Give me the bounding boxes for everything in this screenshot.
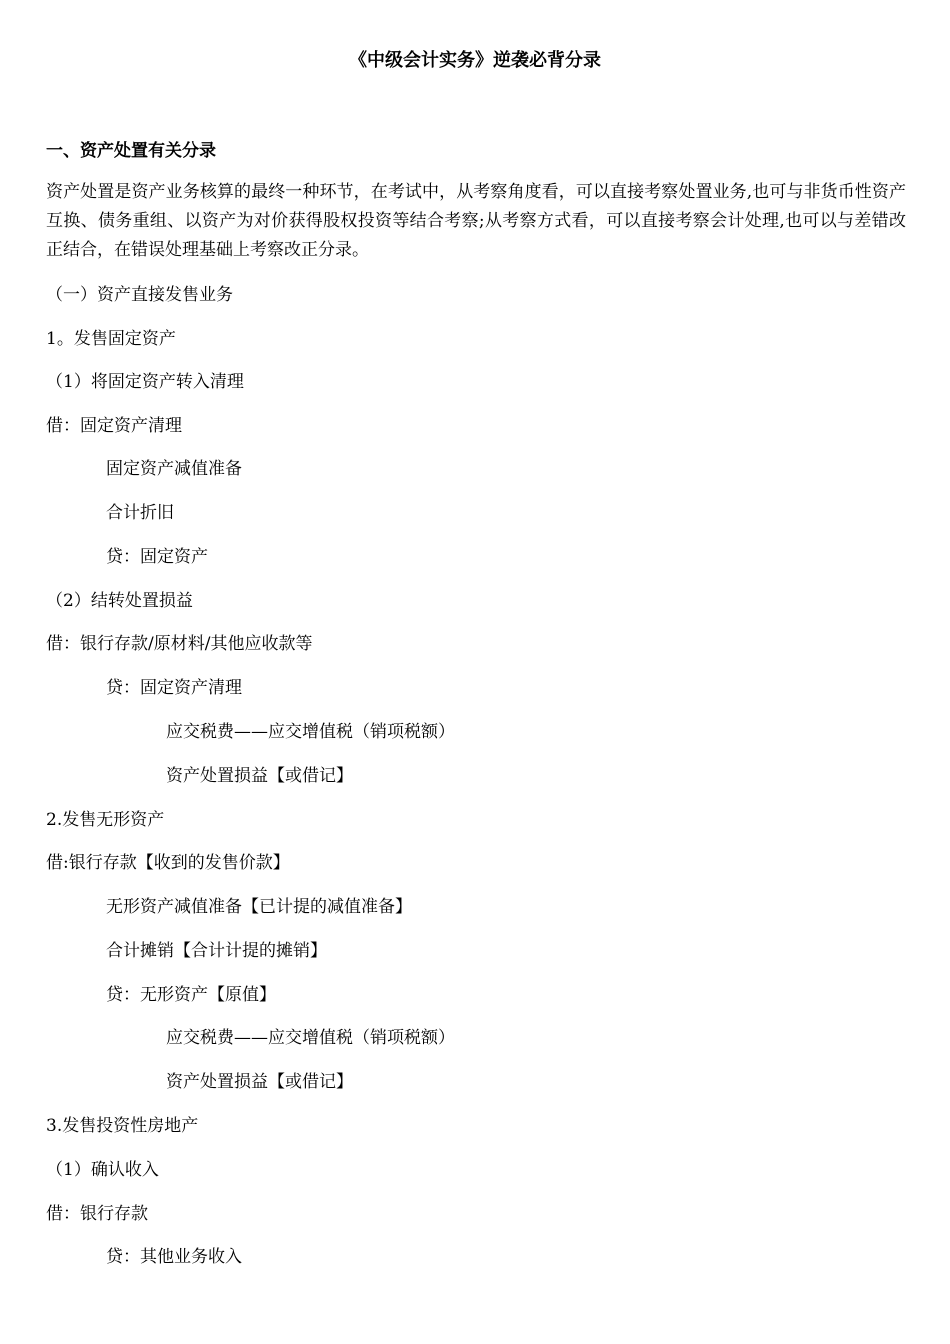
- entry-credit-line: 应交税费——应交增值税（销项税额）: [166, 722, 455, 742]
- entry-debit-line: 无形资产减值准备【已计提的减值准备】: [106, 897, 412, 917]
- entry-debit-line: 借：银行存款: [46, 1204, 148, 1224]
- subsection-heading: （一）资产直接发售业务: [46, 285, 233, 305]
- entry-credit-line: 应交税费——应交增值税（销项税额）: [166, 1028, 455, 1048]
- step-heading: （1）将固定资产转入清理: [46, 372, 244, 392]
- item-heading: 3.发售投资性房地产: [46, 1116, 199, 1136]
- step-heading: （1）确认收入: [46, 1160, 159, 1180]
- entry-debit-line: 借：固定资产清理: [46, 416, 182, 436]
- entry-debit-line: 合计摊销【合计计提的摊销】: [106, 941, 327, 961]
- entry-debit-line: 固定资产减值准备: [106, 459, 242, 479]
- entry-credit-line: 贷：固定资产: [106, 547, 208, 567]
- entry-debit-line: 借：银行存款/原材料/其他应收款等: [46, 634, 313, 654]
- entry-credit-line: 资产处置损益【或借记】: [166, 766, 353, 786]
- document-title: 《中级会计实务》逆袭必背分录: [349, 50, 601, 71]
- entry-credit-line: 贷：无形资产【原值】: [106, 985, 276, 1005]
- entry-credit-line: 贷：固定资产清理: [106, 678, 242, 698]
- item-heading: 2.发售无形资产: [46, 810, 165, 830]
- entry-debit-line: 合计折旧: [106, 503, 174, 523]
- entry-debit-line: 借:银行存款【收到的发售价款】: [46, 853, 290, 873]
- step-heading: （2）结转处置损益: [46, 591, 193, 611]
- entry-credit-line: 资产处置损益【或借记】: [166, 1072, 353, 1092]
- item-heading: 1。发售固定资产: [46, 329, 176, 349]
- section-heading: 一、资产处置有关分录: [46, 141, 216, 161]
- entry-credit-line: 贷：其他业务收入: [106, 1247, 242, 1267]
- intro-paragraph: 资产处置是资产业务核算的最终一种环节，在考试中，从考察角度看，可以直接考察处置业务,也可与非货币性资产互换、债务重组、以资产为对价获得股权投资等结合考察;从考察方式看，可以直接考察会计处理,也可以与差错改正结合，在错误处理基础上考察改正分录。: [46, 182, 906, 260]
